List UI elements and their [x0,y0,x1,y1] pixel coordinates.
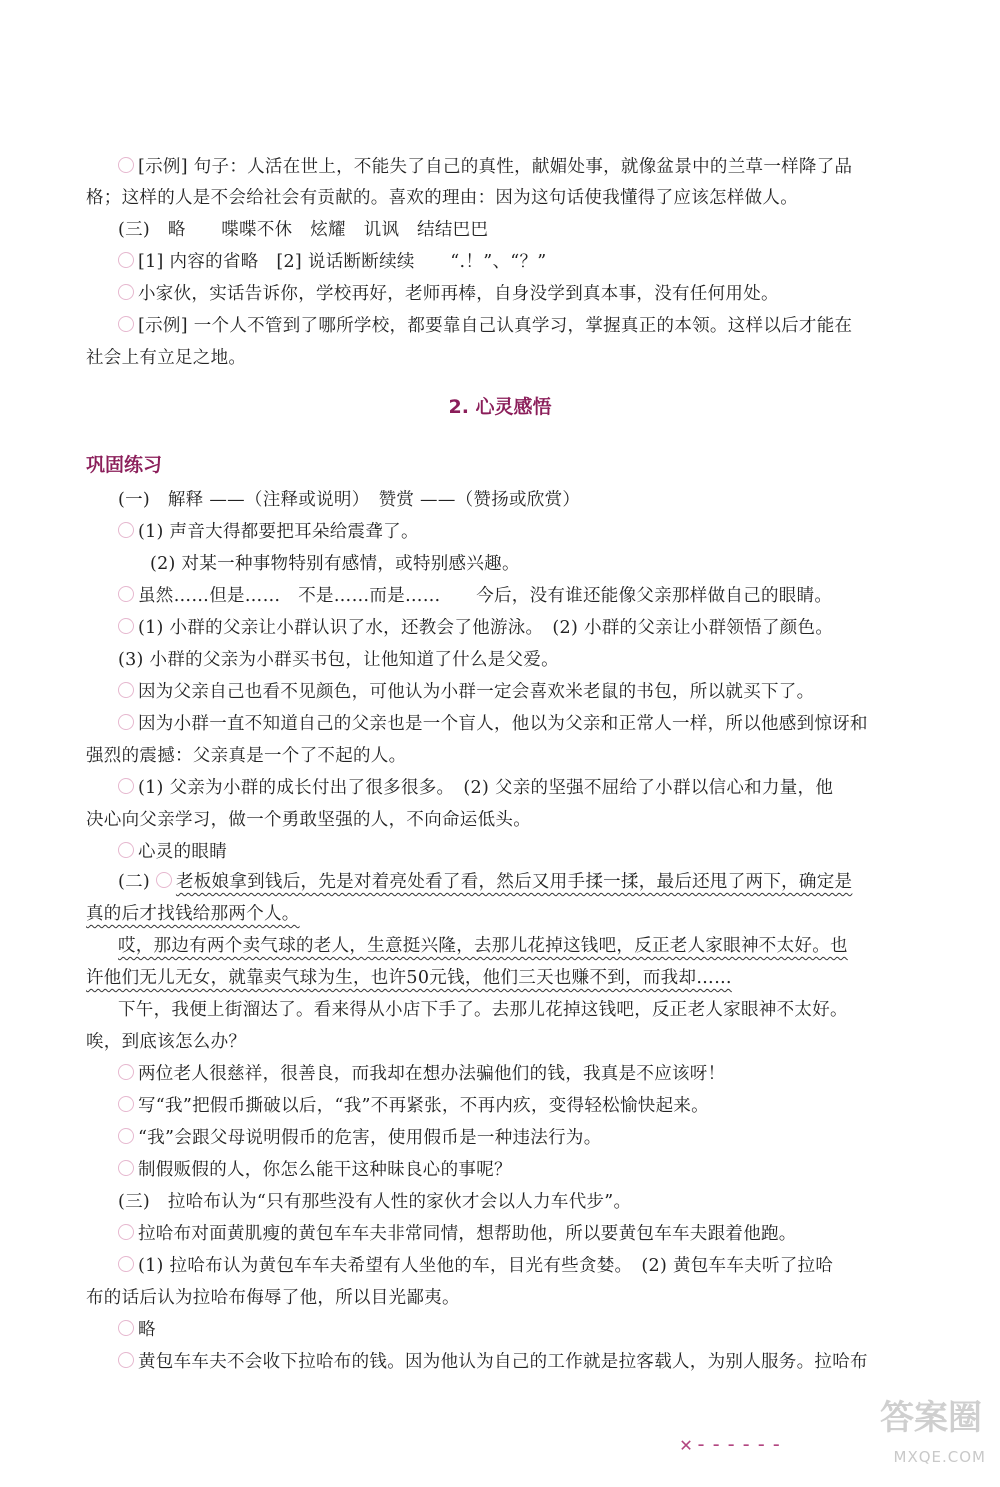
item-marker-icon [118,1224,134,1240]
item-marker-icon [118,586,134,602]
answer-line: (1) 拉哈布认为黄包车车夫希望有人坐他的车，目光有些贪婪。 (2) 黄包车车夫听了拉哈 [118,1254,833,1278]
item-marker-icon [118,1128,134,1144]
item-marker-icon [118,284,134,300]
item-marker-icon [118,778,134,794]
answer-line: 社会上有立足之地。 [86,348,247,368]
answer-line: (三) 略 喋喋不休 炫耀 讥讽 结结巴巴 [118,220,489,240]
answer-line: 制假贩假的人，你怎么能干这种昧良心的事呢？ [118,1158,512,1182]
answer-line: 两位老人很慈祥，很善良，而我却在想办法骗他们的钱，我真是不应该呀！ [118,1062,725,1086]
item-marker-icon [118,842,134,858]
answer-line: (2) 对某一种事物特别有感情，或特别感兴趣。 [150,554,520,574]
answer-line: (二) 老板娘拿到钱后，先是对着亮处看了看，然后又用手揉一揉，最后还甩了两下，确定是 [118,872,853,892]
item-marker-icon [118,1160,134,1176]
answer-line: 拉哈布对面黄肌瘦的黄包车车夫非常同情，想帮助他，所以要黄包车车夫跟着他跑。 [118,1222,797,1246]
answer-line: 哎，那边有两个卖气球的老人，生意挺兴隆，去那儿花掉这钱吧，反正老人家眼神不太好。也 [118,936,848,956]
item-marker-icon [118,682,134,698]
answer-line: (1) 声音大得都要把耳朵给震聋了。 [118,520,419,544]
answer-line: 布的话后认为拉哈布侮辱了他，所以目光鄙夷。 [86,1288,460,1308]
answer-line: 略 [118,1318,156,1342]
answer-line: [1] 内容的省略 [2] 说话断断续续 “.！”、“？” [118,250,547,274]
item-marker-icon [156,872,172,888]
item-marker-icon [118,157,134,173]
answer-line: “我”会跟父母说明假币的危害，使用假币是一种违法行为。 [118,1126,602,1150]
item-marker-icon [118,1064,134,1080]
section-title: 2. 心灵感悟 [448,396,552,418]
item-marker-icon [118,252,134,268]
item-marker-icon [118,618,134,634]
answer-line: 真的后才找钱给那两个人。 [86,904,300,924]
answer-line: [示例] 一个人不管到了哪所学校，都要靠自己认真学习，掌握真正的本领。这样以后才能在 [118,314,852,338]
item-marker-icon [118,1096,134,1112]
answer-line: 许他们无儿无女，就靠卖气球为生，也许50元钱，他们三天也赚不到，而我却…… [86,968,732,988]
item-marker-icon [118,714,134,730]
item-marker-icon [118,316,134,332]
answer-line: 写“我”把假币撕破以后，“我”不再紧张，不再内疚，变得轻松愉快起来。 [118,1094,709,1118]
answer-line: (一) 解释 ——（注释或说明） 赞赏 ——（赞扬或欣赏） [118,490,581,510]
answer-line: [示例] 句子：人活在世上，不能失了自己的真性，献媚处事，就像盆景中的兰草一样降了品 [118,155,852,179]
answer-line: 因为父亲自己也看不见颜色，可他认为小群一定会喜欢米老鼠的书包，所以就买下了。 [118,680,814,704]
sub-title: 巩固练习 [86,454,163,476]
answer-line: 因为小群一直不知道自己的父亲也是一个盲人，他以为父亲和正常人一样，所以他感到惊讶和 [118,712,868,736]
answer-line: 小家伙，实话告诉你，学校再好，老师再棒，自身没学到真本事，没有任何用处。 [118,282,779,306]
item-marker-icon [118,522,134,538]
answer-line: 虽然……但是…… 不是……而是…… 今后，没有谁还能像父亲那样做自己的眼睛。 [118,584,832,608]
answer-line: 强烈的震撼：父亲真是一个了不起的人。 [86,746,407,766]
item-marker-icon [118,1352,134,1368]
answer-line: (1) 小群的父亲让小群认识了水，还教会了他游泳。 (2) 小群的父亲让小群领悟了颜色。 [118,616,833,640]
answer-line: 心灵的眼睛 [118,840,227,864]
answer-line: (1) 父亲为小群的成长付出了很多很多。 (2) 父亲的坚强不屈给了小群以信心和力量，他 [118,776,833,800]
answer-line: 格；这样的人是不会给社会有贡献的。喜欢的理由：因为这句话使我懂得了应该怎样做人。 [86,188,798,208]
watermark-logo: 答案圈 [880,1398,982,1438]
answer-line: (3) 小群的父亲为小群买书包，让他知道了什么是父爱。 [118,650,559,670]
answer-line: (三) 拉哈布认为“只有那些没有人性的家伙才会以人力车代步”。 [118,1192,632,1212]
item-marker-icon [118,1256,134,1272]
answer-line: 决心向父亲学习，做一个勇敢坚强的人，不向命运低头。 [86,810,531,830]
footer-dashes: ✕------ [680,1432,786,1456]
answer-line: 下午，我便上街溜达了。看来得从小店下手了。去那儿花掉这钱吧，反正老人家眼神不太好。 [118,1000,848,1020]
answer-line: 唉，到底该怎么办？ [86,1032,247,1052]
watermark-url: MXQE.COM [893,1448,986,1466]
item-marker-icon [118,1320,134,1336]
answer-line: 黄包车车夫不会收下拉哈布的钱。因为他认为自己的工作就是拉客载人，为别人服务。拉哈布 [118,1350,868,1374]
page-footer [680,1398,990,1478]
